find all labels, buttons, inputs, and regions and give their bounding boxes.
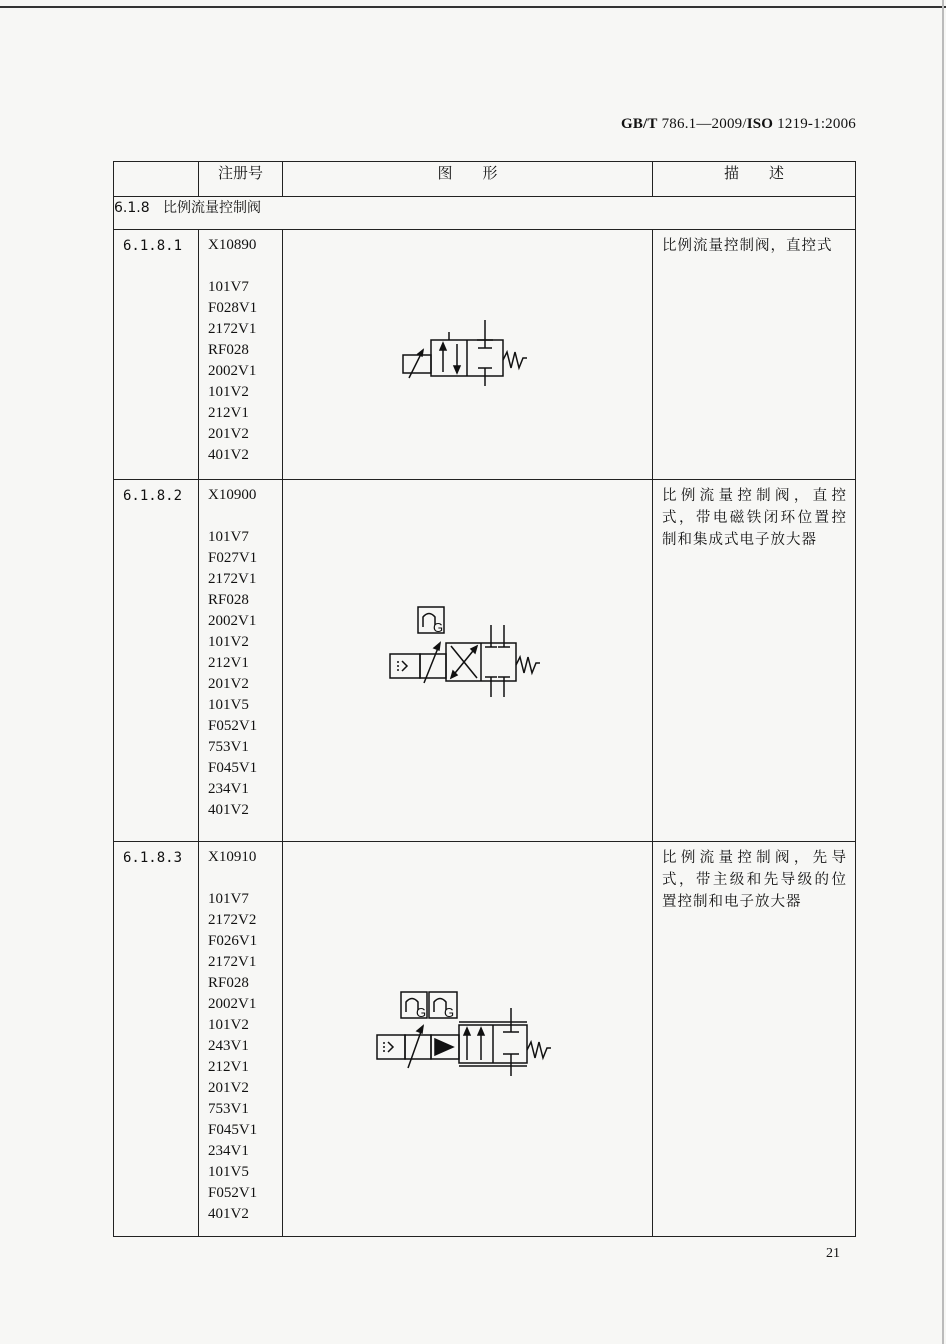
- table-row: [114, 480, 856, 842]
- proportional-flow-valve-closed-loop-icon: [388, 605, 548, 700]
- col-header-number: [114, 162, 199, 197]
- proportional-flow-valve-pilot-icon: [375, 990, 560, 1082]
- col-header-figure: 图 形: [283, 162, 653, 197]
- col-header-registration: 注册号: [199, 162, 283, 197]
- figure-cell: [283, 480, 653, 842]
- page-top-edge: [0, 0, 946, 8]
- clause-number: 6.1.8.1: [114, 230, 199, 480]
- clause-number: 6.1.8.2: [114, 480, 199, 842]
- standard-code: GB/T 786.1—2009/ISO 1219-1:2006: [620, 116, 856, 132]
- symbol-table: [113, 161, 856, 1237]
- page-number: 21: [826, 1246, 840, 1261]
- description: 比例流量控制阀，直控式: [653, 230, 856, 480]
- col-header-description: 描 述: [653, 162, 856, 197]
- description: 比例流量控制阀，先导式，带主级和先导级的位置控制和电子放大器: [653, 842, 856, 1237]
- position-sensor-label: G: [433, 620, 444, 635]
- registration-list: X10890 101V7 F028V1 2172V1 RF028 2002V1 101V2 212V1 201V2 401V2: [199, 230, 283, 480]
- clause-number: 6.1.8.3: [114, 842, 199, 1237]
- description: 比例流量控制阀，直控式，带电磁铁闭环位置控制和集成式电子放大器: [653, 480, 856, 842]
- proportional-flow-valve-direct-icon: [401, 318, 531, 393]
- table-header-row: [114, 162, 856, 197]
- registration-list: X10910 101V7 2172V2 F026V1 2172V1 RF028 2002V1 101V2 243V1 212V1 201V2 753V1 F045V1 234V1 101V5 F052V1 401V2: [199, 842, 283, 1237]
- table-row: [114, 230, 856, 480]
- page-right-edge: [942, 0, 944, 1344]
- registration-list: X10900 101V7 F027V1 2172V1 RF028 2002V1 101V2 212V1 201V2 101V5 F052V1 753V1 F045V1 234V1 401V2: [199, 480, 283, 842]
- figure-cell: [283, 842, 653, 1237]
- main-sensor-label: G: [444, 1005, 455, 1020]
- table-row: [114, 842, 856, 1237]
- section-heading: 6.1.8 比例流量控制阀: [114, 197, 856, 230]
- pilot-sensor-label: G: [416, 1005, 427, 1020]
- section-row: [114, 197, 856, 230]
- figure-cell: [283, 230, 653, 480]
